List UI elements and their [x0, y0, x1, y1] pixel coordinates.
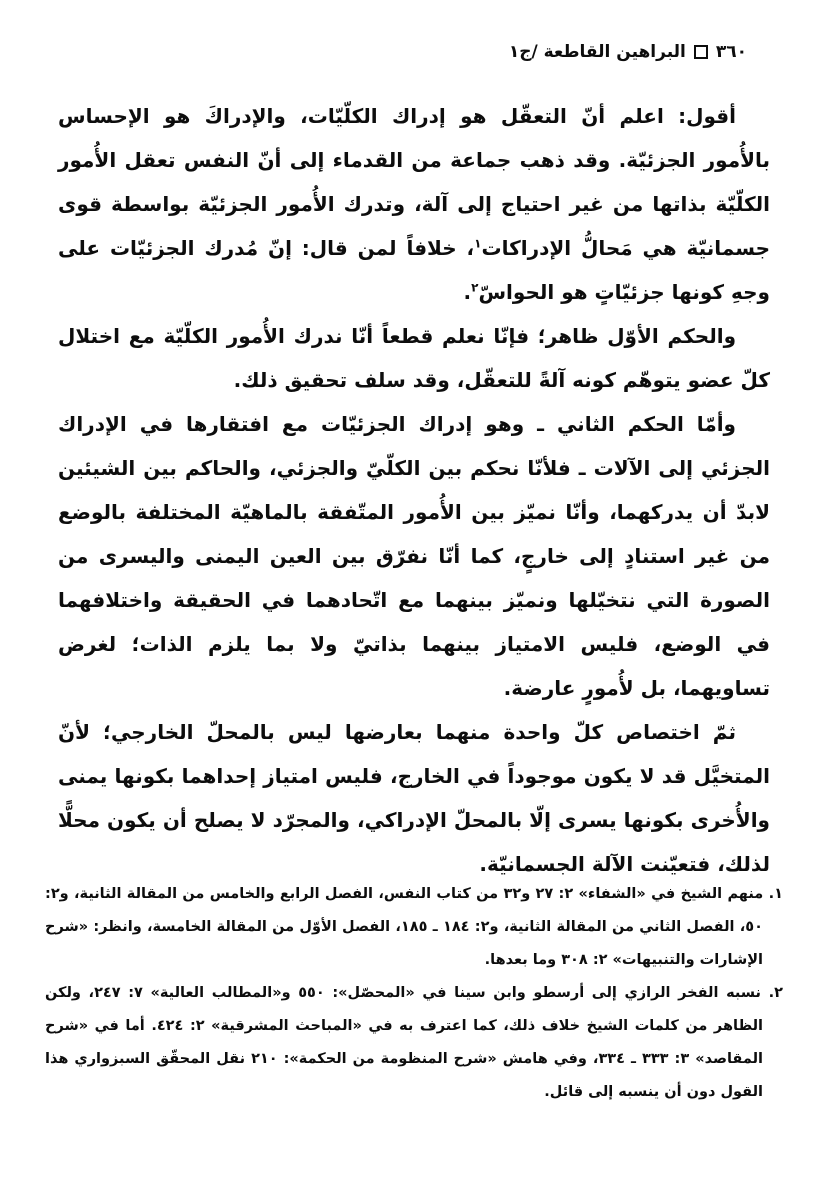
paragraph-4: ثمّ اختصاص كلّ واحدة منهما بعارضها ليس بالمحلّ الخارجي؛ لأنّ المتخيَّل قد لا يكون موجوداً في الخارج، فليس امتياز إحداهما بكونها يمنى والأُخرى بكونها يسرى إلّا بالمحلّ الإدراكي، والمجرّد لا يصلح أن يكون محلًّا لذلك، فتعيّنت الآلة الجسمانيّة. — [58, 720, 770, 876]
footnote-2 — [45, 977, 783, 1109]
footnotes-section — [45, 878, 783, 1109]
paragraph-2: والحكم الأوّل ظاهر؛ فإنّا نعلم قطعاً أنّا ندرك الأُمور الكلّيّة مع اختلال كلّ عضو يتوهّم كونه آلةً للتعقّل، وقد سلف تحقيق ذلك. — [58, 324, 770, 392]
page-header — [509, 42, 747, 62]
footnote-ref-1: ١ — [474, 236, 482, 251]
book-title: البراهين القاطعة /ج١ — [508, 42, 686, 62]
paragraph-1-text: أقول: اعلم أنّ التعقّل هو إدراك الكلّيّات، والإدراكَ هو الإحساس بالأُمور الجزئيّة. وقد ذهب جماعة من القدماء إلى أنّ النفس تعقل الأُمور الكلّيّة بذاتها من غير احتياج إلى آلة، وتدرك الأُمور الجزئيّة بواسطة قوى جسمانيّة هي مَحالُّ الإدراكات — [58, 104, 770, 260]
footnote-2-text: نسبه الفخر الرازي إلى أرسطو وابن سينا في «المحصّل»: ٥٥٠ و«المطالب العالية» ٧: ٢٤٧، ولكن الظاهر من كلمات الشيخ خلاف ذلك، كما اعترف به في «المباحث المشرقية» ٢: ٤٢٤. أما في «شرح المقاصد» ٣: ٣٣٣ ـ ٣٣٤، وفي هامش «شرح المنظومة من الحكمة»: ٢١٠ نقل المحقّق السبزواري هذا القول دون أن ينسبه إلى قائل. — [45, 985, 763, 1100]
page-number: ٣٦٠ — [715, 42, 747, 62]
paragraph-1-text-end: . — [463, 280, 472, 304]
footnote-1-text: منهم الشيخ في «الشفاء» ٢: ٢٧ و٣٢ من كتاب النفس، الفصل الرابع والخامس من المقالة الثانية، و٢: ٥٠، الفصل الثاني من المقالة الثانية، و٢: ١٨٤ ـ ١٨٥، الفصل الأوّل من المقالة الخامسة، وانظر: «شرح الإشارات والتنبيهات» ٢: ٣٠٨ وما بعدها. — [45, 886, 764, 968]
section-square-icon — [694, 45, 708, 59]
footnote-1 — [45, 878, 783, 977]
paragraph-1 — [58, 94, 770, 314]
footnote-ref-2: ٢ — [471, 280, 479, 295]
footnote-1-marker: ١. — [768, 886, 783, 902]
footnote-2-marker: ٢. — [768, 985, 783, 1001]
paragraph-3: وأمّا الحكم الثاني ـ وهو إدراك الجزئيّات مع افتقارها في الإدراك الجزئي إلى الآلات ـ فلأنّا نحكم بين الكلّيّ والجزئي، والحاكم بين الشيئين لابدّ أن يدركهما، وأنّا نميّز بين الأُمور المتّفقة بالماهيّة المختلفة بالوضع من غير استنادٍ إلى خارجٍ، كما أنّا نفرّق بين العين اليمنى واليسرى من الصورة التي نتخيّلها ونميّز بينهما مع اتّحادهما في الحقيقة واختلافهما في الوضع، فليس الامتياز بينهما بذاتيّ ولا بما يلزم الذات؛ لغرض تساويهما، بل لأُمورٍ عارضة. — [58, 412, 770, 700]
main-text-block — [58, 94, 770, 886]
paragraph-1-text-continued: ، خلافاً لمن قال: إنّ مُدرك الجزئيّات على وجهِ كونها جزئيّاتٍ هو الحواسّ — [58, 236, 770, 304]
